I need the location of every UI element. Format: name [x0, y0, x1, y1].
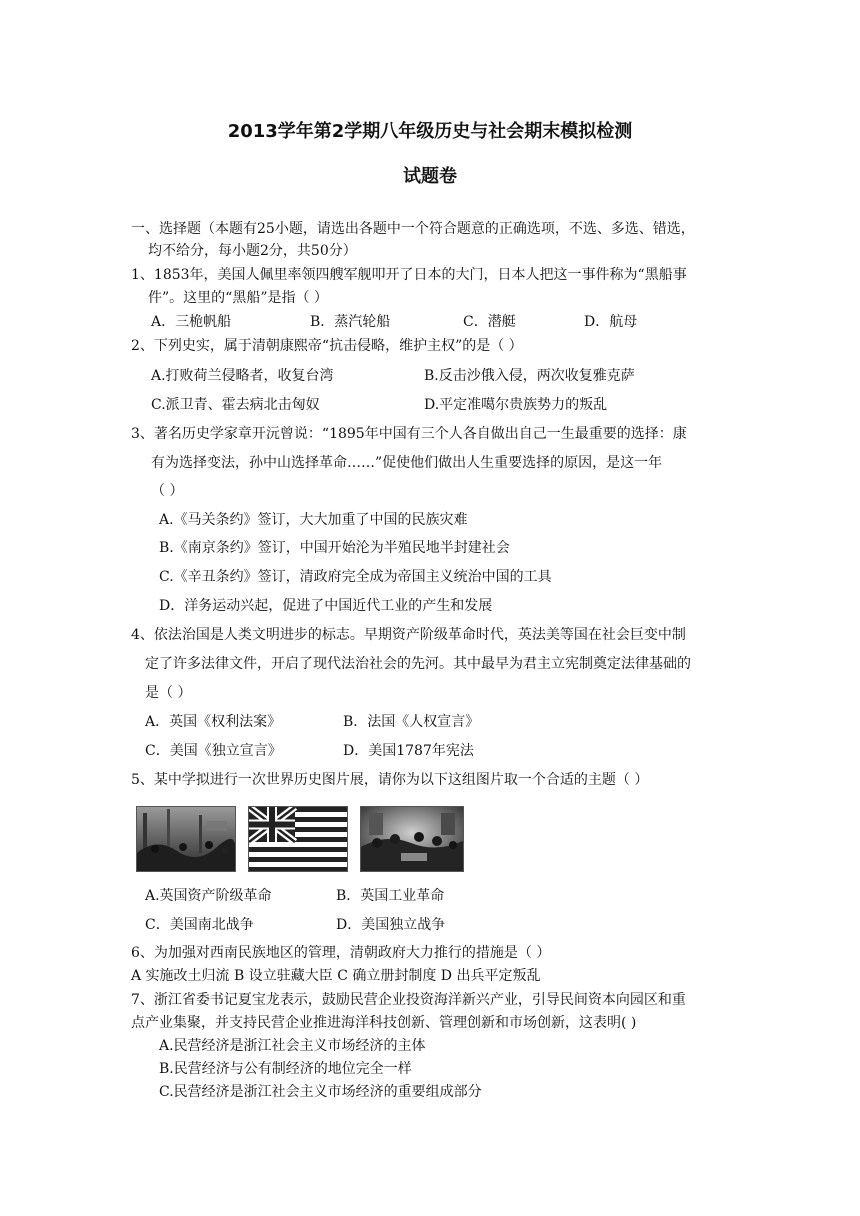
q3-stem-line3: （ ）	[151, 483, 184, 499]
page-title: 2013学年第2学期八年级历史与社会期末模拟检测	[227, 121, 633, 142]
q3-option-d: D．洋务运动兴起，促进了中国近代工业的产生和发展	[159, 598, 493, 614]
q7-stem-line1: 7、浙江省委书记夏宝龙表示，鼓励民营企业投资海洋新兴产业，引导民间资本向园区和重	[131, 992, 686, 1008]
q4-option-a: A．英国《权利法案》	[145, 714, 282, 730]
q1-stem-line2: 件”。这里的“黑船”是指（ ）	[148, 290, 328, 306]
q5-photo-signing	[360, 806, 464, 872]
q2-option-c: C.派卫青、霍去病北击匈奴	[151, 397, 320, 413]
q1-option-a: A．三桅帆船	[151, 314, 232, 330]
page-subtitle: 试题卷	[403, 166, 457, 187]
q4-stem-line1: 4、依法治国是人类文明进步的标志。早期资产阶级革命时代，英法美等国在社会巨变中制	[131, 627, 686, 643]
q5-option-b: B．英国工业革命	[336, 888, 445, 904]
q7-option-a: A.民营经济是浙江社会主义市场经济的主体	[159, 1038, 426, 1054]
q2-option-b: B.反击沙俄入侵，两次收复雅克萨	[424, 368, 635, 384]
q4-option-d: D．美国1787年宪法	[343, 743, 474, 759]
q1-option-c: C．潜艇	[463, 314, 516, 330]
q5-option-a: A.英国资产阶级革命	[145, 888, 272, 904]
q5-option-c: C．美国南北战争	[145, 917, 254, 933]
q2-option-d: D.平定准噶尔贵族势力的叛乱	[424, 397, 608, 413]
q2-stem: 2、下列史实，属于清朝康熙帝“抗击侵略，维护主权”的是（ ）	[131, 338, 523, 354]
q6-stem: 6、为加强对西南民族地区的管理，清朝政府大力推行的措施是（ ）	[131, 945, 551, 961]
q7-option-c: C.民营经济是浙江社会主义市场经济的重要组成部分	[159, 1084, 482, 1100]
q5-stem: 5、某中学拟进行一次世界历史图片展，请你为以下这组图片取一个合适的主题（ ）	[131, 772, 649, 788]
q3-stem-line1: 3、著名历史学家章开沅曾说：“1895年中国有三个人各自做出自己一生最重要的选择：康	[131, 426, 687, 442]
q3-option-b: B.《南京条约》签订，中国开始沦为半殖民地半封建社会	[159, 540, 510, 556]
q4-option-c: C．美国《独立宣言》	[145, 743, 282, 759]
q3-option-c: C.《辛丑条约》签订，清政府完全成为帝国主义统治中国的工具	[159, 569, 552, 585]
section-header-line2: 均不给分，每小题2分，共50分）	[148, 243, 357, 259]
q7-option-b: B.民营经济与公有制经济的地位完全一样	[159, 1061, 412, 1077]
q5-flag-image	[248, 806, 348, 872]
q3-option-a: A.《马关条约》签订，大大加重了中国的民族灾难	[159, 512, 468, 528]
q5-option-d: D．美国独立战争	[336, 917, 446, 933]
q7-stem-line2: 点产业集聚，并支持民营企业推进海洋科技创新、管理创新和市场创新，这表明( )	[131, 1015, 637, 1031]
q4-option-b: B．法国《人权宣言》	[343, 714, 480, 730]
q6-options: A 实施改土归流 B 设立驻藏大臣 C 确立册封制度 D 出兵平定叛乱	[131, 968, 541, 984]
q3-stem-line2: 有为选择变法，孙中山选择革命……”促使他们做出人生重要选择的原因，是这一年	[151, 455, 663, 471]
section-header-line1: 一、选择题（本题有25小题，请选出各题中一个符合题意的正确选项，不选、多选、错选，	[131, 221, 695, 237]
q1-option-d: D．航母	[584, 314, 638, 330]
q1-stem-line1: 1、1853年，美国人佩里率领四艘军舰叩开了日本的大门，日本人把这一事件称为“黑船事	[131, 267, 687, 283]
q2-option-a: A.打败荷兰侵略者，收复台湾	[151, 368, 334, 384]
q1-option-b: B．蒸汽轮船	[310, 314, 391, 330]
q5-photo-crowd	[136, 806, 236, 872]
q4-stem-line2: 定了许多法律文件，开启了现代法治社会的先河。其中最早为君主立宪制奠定法律基础的	[145, 656, 691, 672]
q4-stem-line3: 是（ ）	[145, 685, 192, 701]
